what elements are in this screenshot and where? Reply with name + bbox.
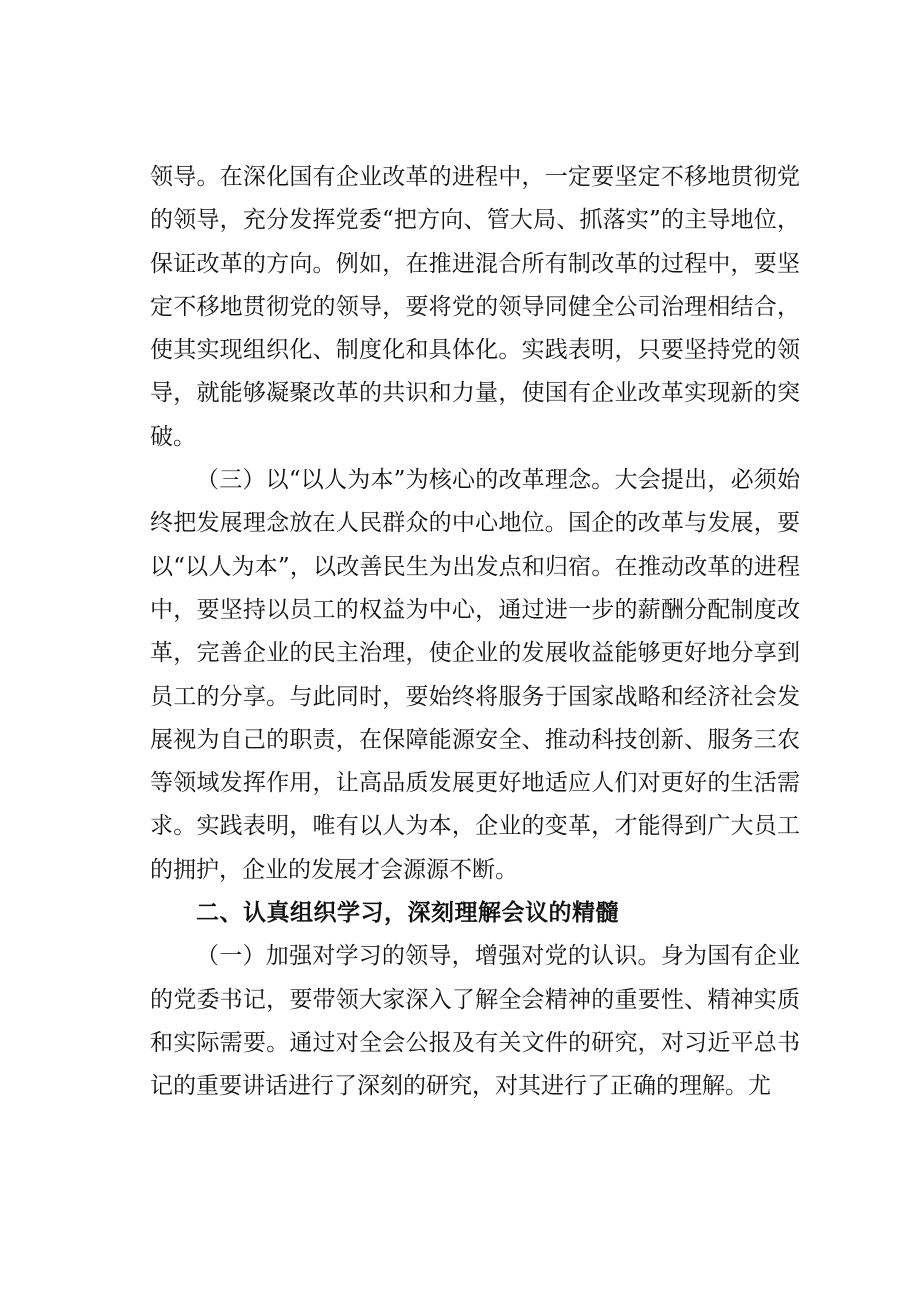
- paragraph-study-leadership: （一）加强对学习的领导，增强对党的认识。身为国有企业的党委书记，要带领大家深入了解全会精神的重要性、精神实质和实际需要。通过对全会公报及有关文件的研究，对习近平总书记的重要讲话进行了深刻的研究，对其进行了正确的理解。尤: [150, 943, 800, 1100]
- section-heading: 二、认真组织学习，深刻理解会议的精髓: [196, 900, 619, 927]
- document-body: [150, 156, 800, 1109]
- paragraph-people-centered: （三）以“以人为本”为核心的改革理念。大会提出，必须始终把发展理念放在人民群众的中心地位。国企的改革与发展，要以“以人为本”，以改善民生为出发点和归宿。在推动改革的进程中，要坚持以员工的权益为中心，通过进一步的薪酬分配制度改革，完善企业的民主治理，使企业的发展收益能够更好地分享到员工的分享。与此同时，要始终将服务于国家战略和经济社会发展视为自己的职责，在保障能源安全、推动科技创新、服务三农等领域发挥作用，让高品质发展更好地适应人们对更好的生活需求。实践表明，唯有以人为本，企业的变革，才能得到广大员工的拥护，企业的发展才会源源不断。: [150, 467, 800, 883]
- paragraph-party-leadership: 领导。在深化国有企业改革的进程中，一定要坚定不移地贯彻党的领导，充分发挥党委“把方向、管大局、抓落实”的主导地位，保证改革的方向。例如，在推进混合所有制改革的过程中，要坚定不移地贯彻党的领导，要将党的领导同健全公司治理相结合，使其实现组织化、制度化和具体化。实践表明，只要坚持党的领导，就能够凝聚改革的共识和力量，使国有企业改革实现新的突破。: [150, 164, 800, 450]
